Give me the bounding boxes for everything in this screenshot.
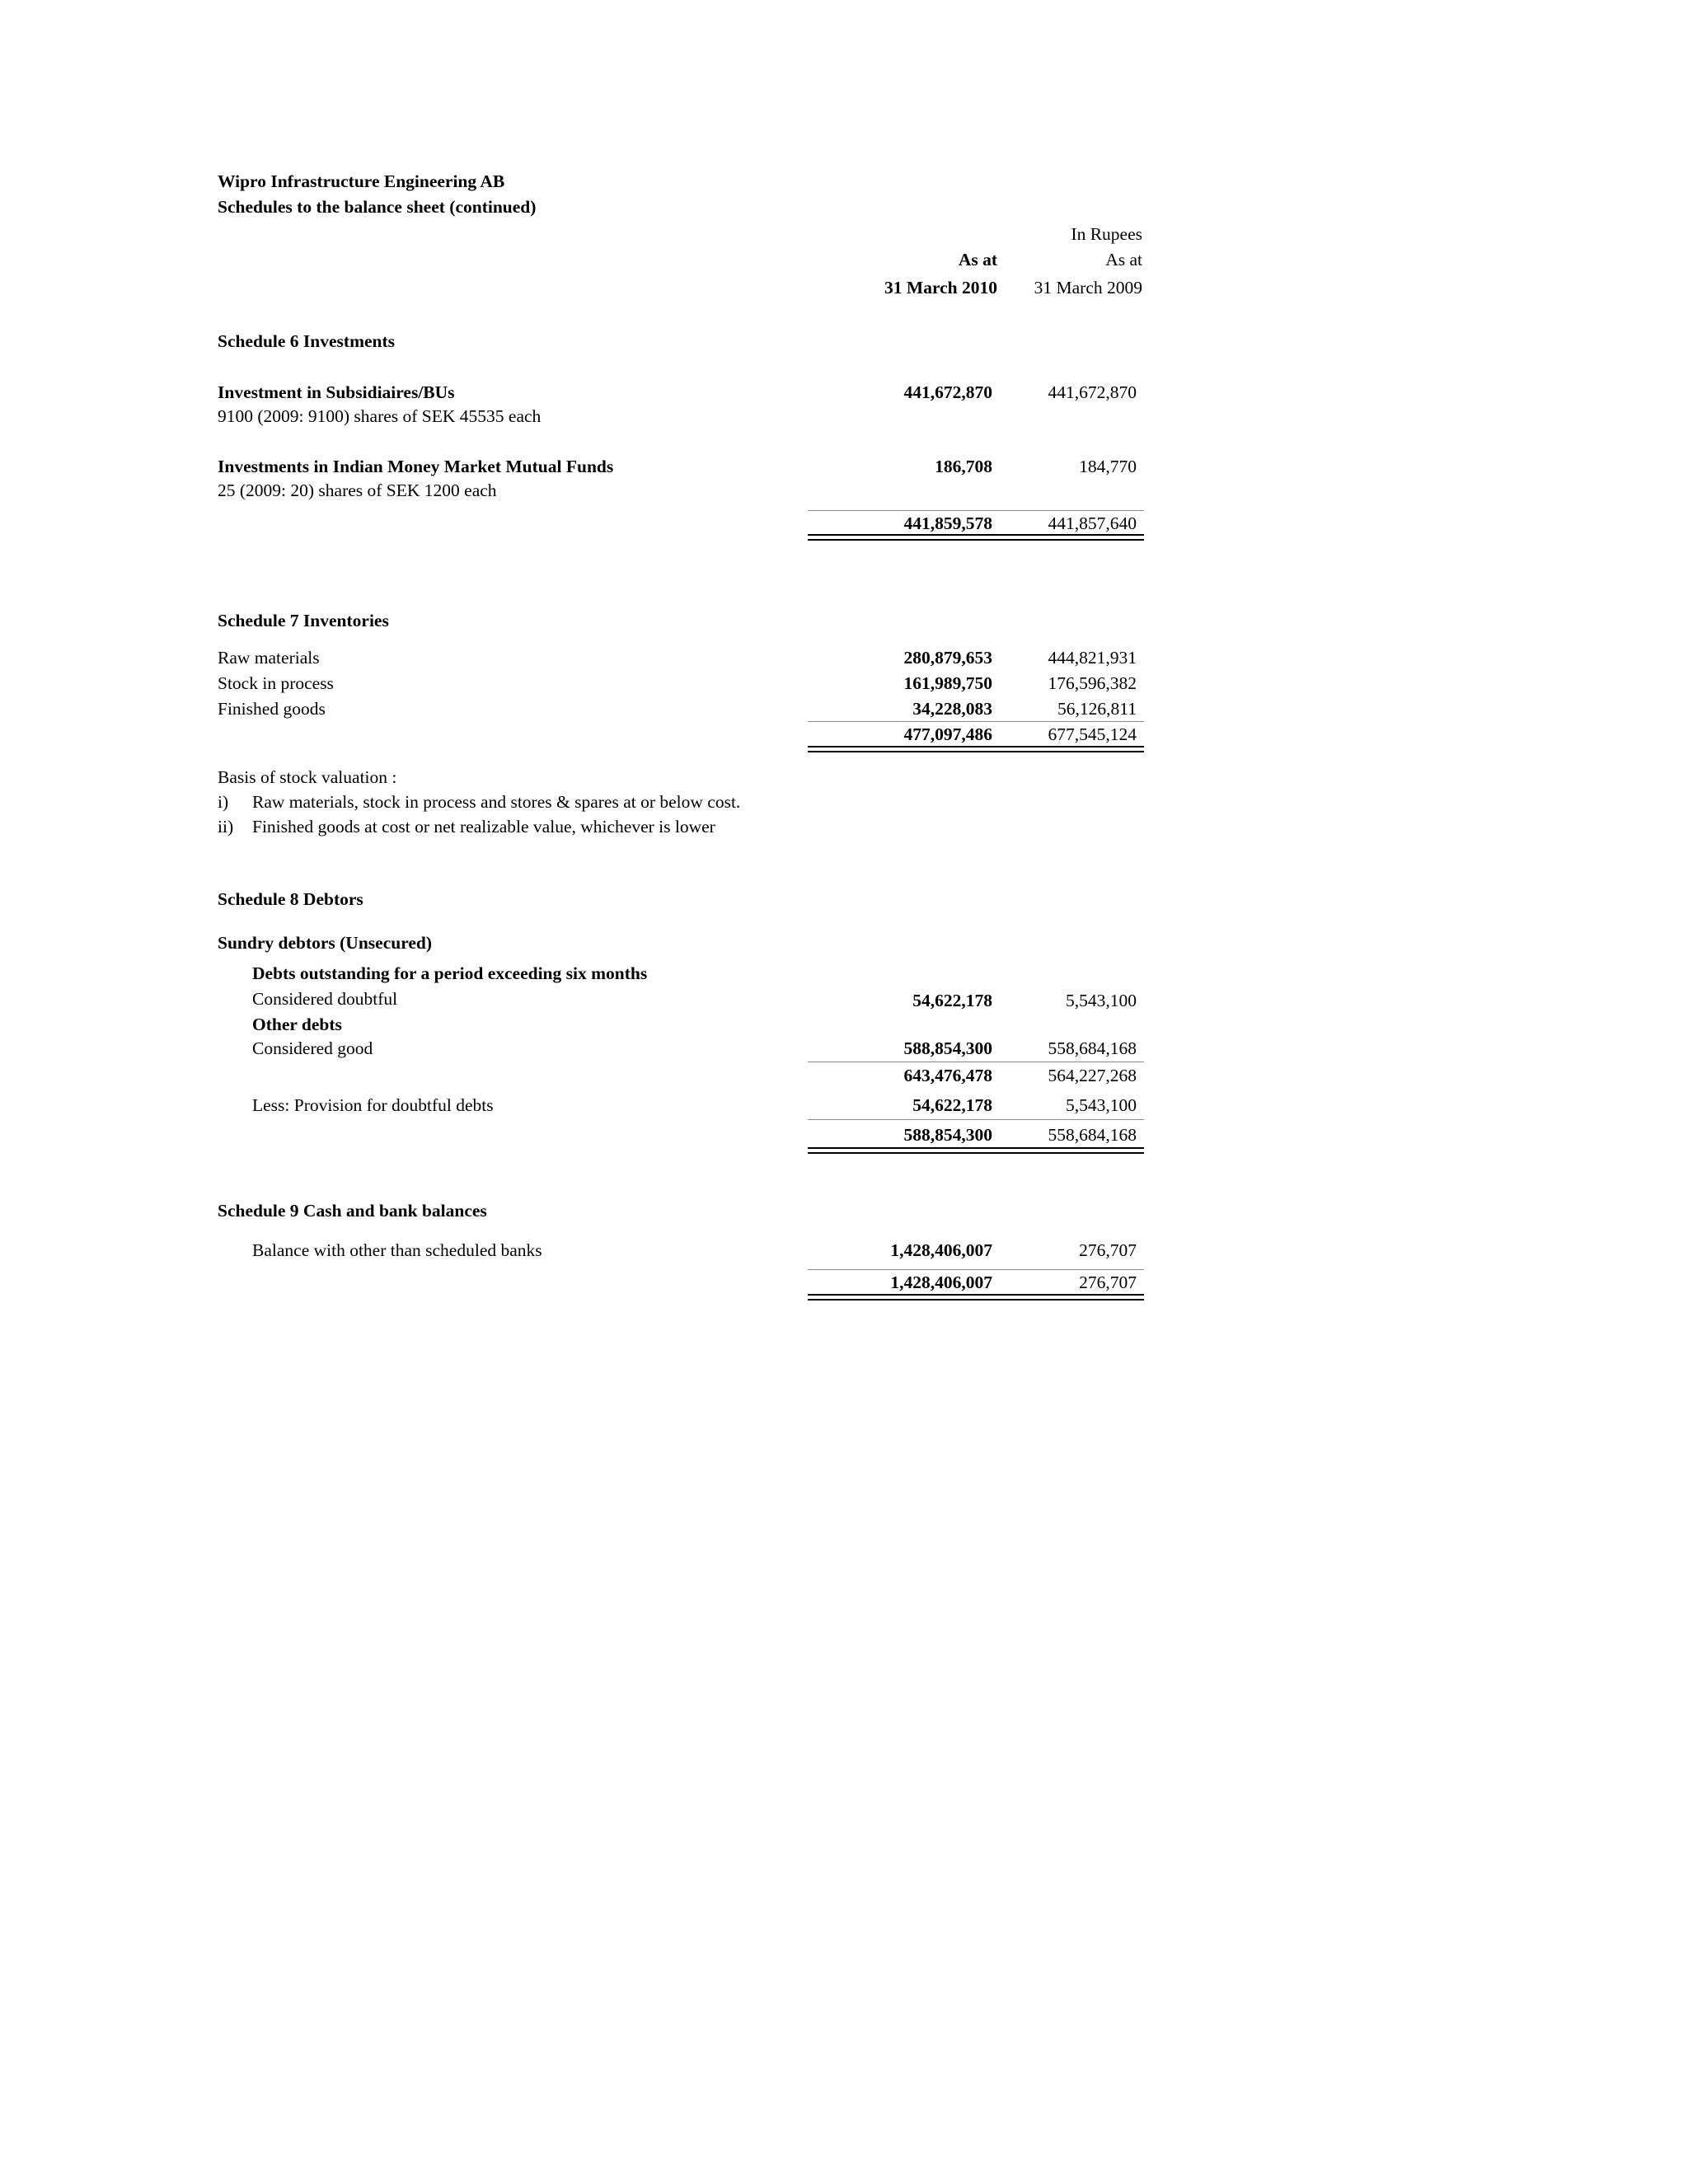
schedule6-total-2009: 441,857,640 — [1048, 513, 1137, 533]
schedule7-total-2009: 677,545,124 — [1048, 724, 1137, 744]
schedule9-row-label: Balance with other than scheduled banks — [252, 1240, 542, 1260]
schedule6-title: Schedule 6 Investments — [218, 331, 396, 351]
schedule9-title: Schedule 9 Cash and bank balances — [218, 1201, 487, 1221]
basis-item-number: ii) — [218, 817, 234, 837]
schedule6-item2-label: Investments in Indian Money Market Mutual Funds — [218, 457, 614, 476]
schedule6-item2-2010: 186,708 — [935, 457, 992, 476]
column-header-2010-line1: As at — [958, 250, 997, 269]
schedule6-total-double-rule — [808, 534, 1144, 541]
schedule6-item1-label: Investment in Subsidiaires/BUs — [218, 382, 455, 402]
company-name: Wipro Infrastructure Engineering AB — [218, 171, 505, 191]
good-2010: 588,854,300 — [903, 1038, 992, 1058]
schedule7-subtotal-rule — [808, 721, 1144, 722]
schedule7-row-label: Stock in process — [218, 673, 334, 693]
provision-2010: 54,622,178 — [912, 1095, 992, 1115]
schedule9-total-double-rule — [808, 1294, 1144, 1301]
schedule9-subtotal-rule — [808, 1269, 1144, 1270]
doubtful-label: Considered doubtful — [252, 989, 398, 1009]
schedule6-item1-2009: 441,672,870 — [1048, 382, 1137, 402]
other-debts-heading: Other debts — [252, 1015, 342, 1034]
schedule8-title: Schedule 8 Debtors — [218, 889, 363, 909]
column-header-2010-line2: 31 March 2010 — [884, 278, 997, 298]
column-header-2009-line1: As at — [1105, 250, 1142, 269]
schedule8-subtotal-2010: 643,476,478 — [903, 1066, 992, 1085]
provision-2009: 5,543,100 — [1066, 1095, 1137, 1115]
schedule8-total-double-rule — [808, 1147, 1144, 1154]
schedule8-subtitle: Sundry debtors (Unsecured) — [218, 933, 433, 953]
schedule6-item2-2009: 184,770 — [1079, 457, 1137, 476]
good-2009: 558,684,168 — [1048, 1038, 1137, 1058]
schedule7-row-2010: 161,989,750 — [903, 673, 992, 693]
schedule7-total-double-rule — [808, 746, 1144, 752]
doubtful-2010: 54,622,178 — [912, 991, 992, 1010]
schedule8-total-2010: 588,854,300 — [903, 1125, 992, 1145]
column-header-2009-line2: 31 March 2009 — [1034, 278, 1142, 298]
schedule7-row-2009: 56,126,811 — [1057, 699, 1137, 719]
basis-item-text: Finished goods at cost or net realizable value, whichever is lower — [252, 817, 715, 837]
schedule8-subtotal-2009: 564,227,268 — [1048, 1066, 1137, 1085]
document-subtitle: Schedules to the balance sheet (continued) — [218, 197, 537, 217]
schedule7-row-2009: 444,821,931 — [1048, 648, 1137, 668]
schedule7-row-label: Finished goods — [218, 699, 326, 719]
basis-title: Basis of stock valuation : — [218, 767, 397, 787]
schedule9-row-2009: 276,707 — [1079, 1240, 1137, 1260]
currency-note: In Rupees — [1071, 224, 1142, 244]
schedule6-subtotal-rule — [808, 510, 1144, 511]
schedule6-total-2010: 441,859,578 — [903, 513, 992, 533]
schedule7-row-2010: 280,879,653 — [903, 648, 992, 668]
basis-item-text: Raw materials, stock in process and stores & spares at or below cost. — [252, 792, 741, 812]
provision-label: Less: Provision for doubtful debts — [252, 1095, 494, 1115]
schedule8-total-2009: 558,684,168 — [1048, 1125, 1137, 1145]
schedule7-row-2009: 176,596,382 — [1048, 673, 1137, 693]
schedule7-title: Schedule 7 Inventories — [218, 611, 389, 630]
schedule9-total-2009: 276,707 — [1079, 1272, 1137, 1292]
schedule6-item1-note: 9100 (2009: 9100) shares of SEK 45535 each — [218, 406, 542, 426]
debts-outstanding-heading: Debts outstanding for a period exceeding six months — [252, 963, 648, 983]
schedule9-row-2010: 1,428,406,007 — [890, 1240, 992, 1260]
schedule8-provision-rule — [808, 1119, 1144, 1120]
schedule9-total-2010: 1,428,406,007 — [890, 1272, 992, 1292]
schedule6-item1-2010: 441,672,870 — [903, 382, 992, 402]
good-label: Considered good — [252, 1038, 373, 1058]
schedule7-row-label: Raw materials — [218, 648, 320, 668]
basis-item-number: i) — [218, 792, 229, 812]
doubtful-2009: 5,543,100 — [1066, 991, 1137, 1010]
schedule7-total-2010: 477,097,486 — [903, 724, 992, 744]
schedule7-row-2010: 34,228,083 — [912, 699, 992, 719]
schedule6-item2-note: 25 (2009: 20) shares of SEK 1200 each — [218, 480, 497, 500]
